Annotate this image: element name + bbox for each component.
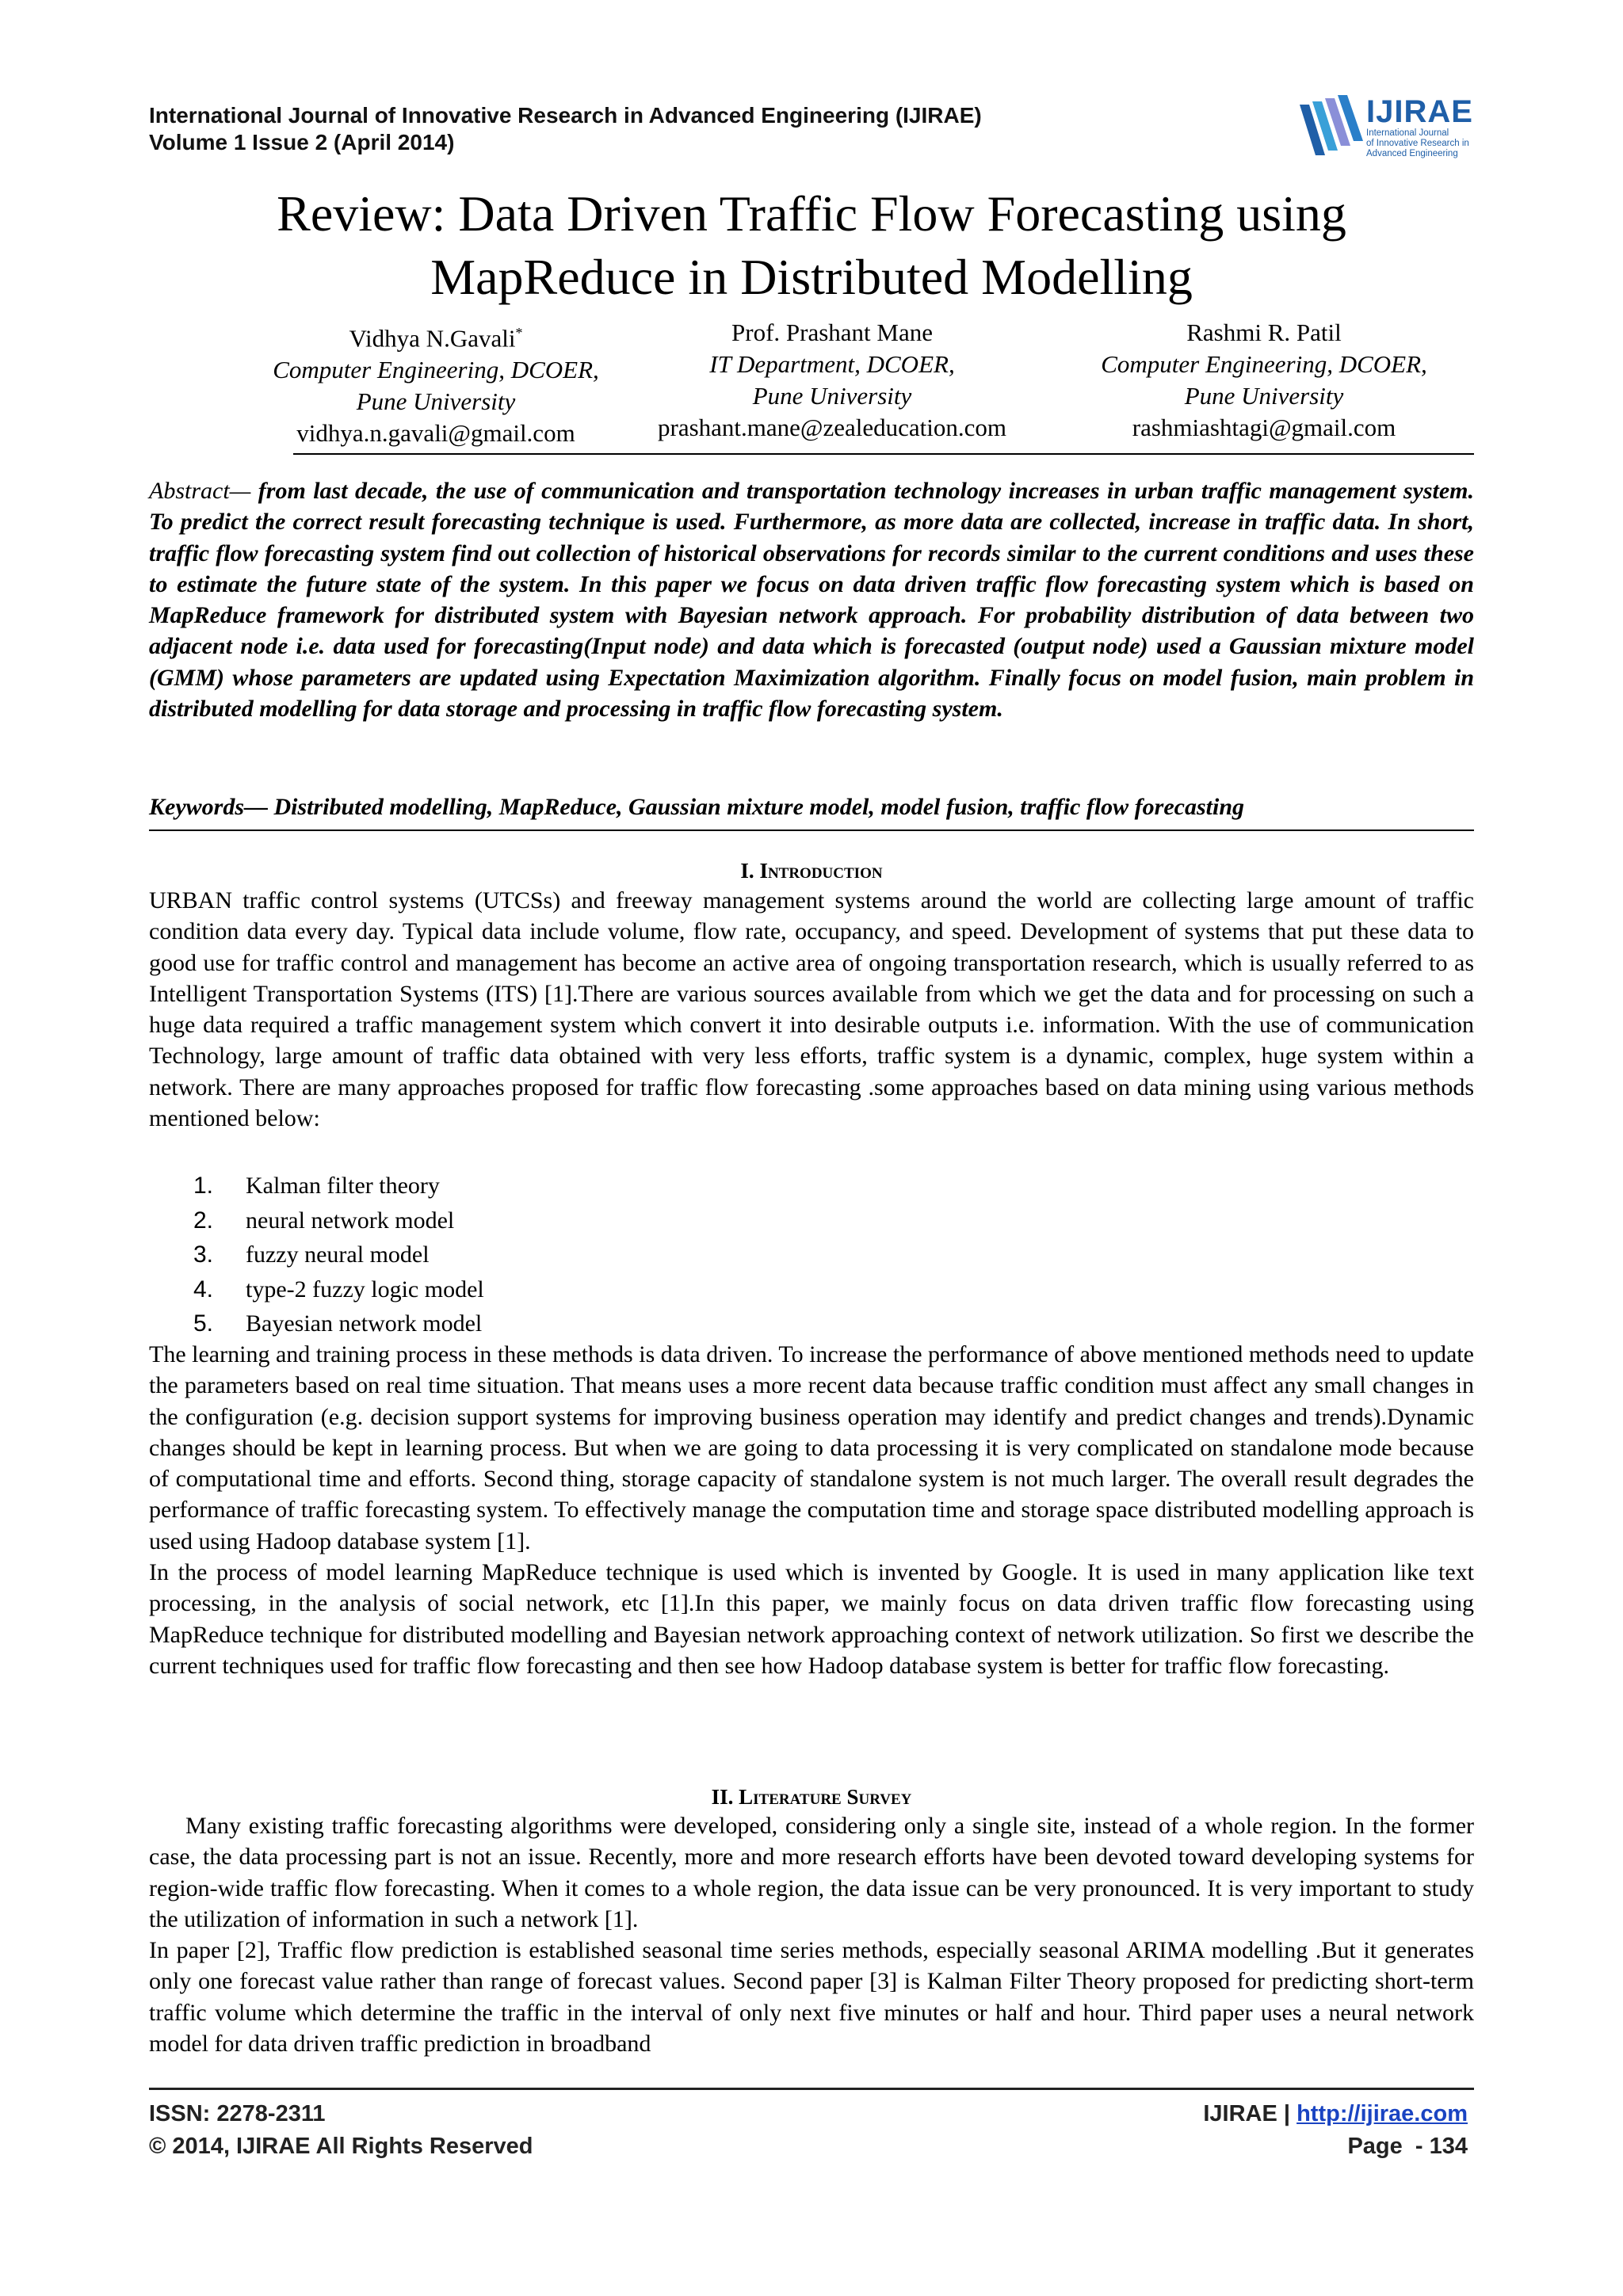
author-1-email: vidhya.n.gavali@gmail.com [296,419,575,448]
section-1-paragraph-1: URBAN traffic control systems (UTCSs) and freeway management systems around the world are collecting large amount of traffic condition data every day. Typical data include volume, flow rate, occupancy, and speed. Development of systems that put these data to good use for traffic control and management has become an active area of ongoing transportation research, which is usually referred to as Intelligent Transportation Systems (ITS) [1].There are various sources available from which we get the data and for processing on such a huge data required a traffic management system which convert it into desirable outputs i.e. information. With the use of communication Technology, large amount of traffic data obtained with very less efforts, traffic system is a dynamic, complex, huge system within a network. There are many approaches proposed for traffic flow forecasting .some approaches based on data mining using various methods mentioned below: [149,887,1474,1132]
author-3 [1066,317,1462,444]
list-item: 4. type-2 fuzzy logic model [193,1276,484,1302]
list-item: 1. Kalman filter theory [193,1173,440,1199]
author-2-name: Prof. Prashant Mane [731,318,933,346]
journal-name: International Journal of Innovative Research in Advanced Engineering (IJIRAE) [149,103,982,128]
author-3-name: Rashmi R. Patil [1186,318,1342,346]
logo-subtitle: International Journal of Innovative Research in Advanced Engineering [1366,128,1469,158]
abstract-text: from last decade, the use of communication and transportation technology increases in urban traffic management system. To predict the correct result forecasting technique is used. Furthermore, as more data are collected, increase in traffic data. In short, traffic flow forecasting system find out collection of historical observations for records similar to the current conditions and uses these to estimate the future state of the system. In this paper we focus on data driven traffic flow forecasting system which is based on MapReduce framework for distributed system with Bayesian network approach. For probability distribution of data between two adjacent node i.e. data used for forecasting(Input node) and data which is forecasted (output node) used a Gaussian mixture model (GMM) whose parameters are updated using Expectation Maximization algorithm. Finally focus on model fusion, main problem in distributed modelling for data storage and processing in traffic flow forecasting system. [149,478,1474,723]
keywords-text: Distributed modelling, MapReduce, Gaussian mixture model, model fusion, traffic flow forecasting [273,794,1245,820]
section-2-paragraph-2: In paper [2], Traffic flow prediction is established seasonal time series methods, especially seasonal ARIMA modelling .But it generates only one forecast value rather than range of forecast values. Second paper [3] is Kalman Filter Theory proposed for predicting short-term traffic volume which determine the traffic in the interval of only next five minutes or half and hour. Third paper uses a neural network model for data driven traffic prediction in broadband [149,1937,1474,2058]
journal-website-link[interactable]: http://ijirae.com [1296,2101,1468,2126]
author-1 [238,317,634,449]
keywords-divider [149,830,1474,831]
paper-title-line2: MapReduce in Distributed Modelling [430,249,1193,305]
author-1-mark: * [515,325,523,341]
paper-title-line1: Review: Data Driven Traffic Flow Forecasting using [277,185,1346,242]
author-3-affiliation: Computer Engineering, DCOER, [1101,350,1427,378]
footer-journal [1203,2098,1468,2130]
list-item: 2. neural network model [193,1207,455,1234]
list-item: 5. Bayesian network model [193,1310,483,1337]
section-1-paragraph-3: In the process of model learning MapReduce technique is used which is invented by Google. It is used in many application like text processing, in the analysis of social network, etc [1].In this paper, we mainly focus on data driven traffic flow forecasting using MapReduce technique for distributed modelling and Bayesian network approaching context of network utilization. So first we describe the current techniques used for traffic flow forecasting and then see how Hadoop database system is better for traffic flow forecasting. [149,1559,1474,1679]
author-1-affiliation: Computer Engineering, DCOER, [273,356,599,384]
author-2-affiliation: IT Department, DCOER, [709,350,955,378]
page-number: - 134 [1415,2134,1468,2159]
author-2-email: prashant.mane@zealeducation.com [658,414,1006,441]
ijirae-logo-mark-icon [1298,93,1365,162]
keywords-label: Keywords— [149,794,268,820]
footer-copyright: © 2014, IJIRAE All Rights Reserved [149,2134,533,2159]
journal-volume: Volume 1 Issue 2 (April 2014) [149,130,455,154]
author-1-name: Vidhya N.Gavali [349,324,516,353]
author-1-university: Pune University [356,387,516,416]
abstract [149,475,1474,724]
methods-list [193,1169,1303,1341]
ijirae-logo [1298,93,1480,162]
author-2 [634,317,1030,444]
footer-issn: ISSN: 2278-2311 [149,2101,326,2126]
footer-journal-name: IJIRAE | [1203,2101,1291,2126]
logo-name: IJIRAE [1366,94,1473,129]
section-2-paragraph-1: Many existing traffic forecasting algorithms were developed, considering only a single site, instead of a whole region. In the former case, the data processing part is not an issue. Recently, more and more research efforts have been devoted toward developing systems for region-wide traffic flow forecasting. When it comes to a whole region, the data issue can be very pronounced. It is very important to study the utilization of information in such a network [1]. [149,1813,1474,1932]
header-divider [293,453,1474,455]
section-2-body [149,1810,1474,2059]
author-2-university: Pune University [752,382,912,410]
author-3-university: Pune University [1184,382,1344,410]
page-label: Page [1347,2134,1403,2159]
author-3-email: rashmiashtagi@gmail.com [1132,414,1396,441]
footer-divider [149,2088,1474,2090]
list-item: 3. fuzzy neural model [193,1241,430,1268]
section-1-paragraphs-2-3 [149,1339,1474,1681]
section-1-paragraph-2: The learning and training process in these methods is data driven. To increase the performance of above mentioned methods need to update the parameters based on real time situation. That means uses a more recent data because traffic condition must affect any small changes in the configuration (e.g. decision support systems for improving business operation may identify and predict changes and trends).Dynamic changes should be kept in learning process. But when we are going to data processing it is very complicated on standalone mode because of computational time and efforts. Second thing, storage capacity of standalone system is not much larger. The overall result degrades the performance of traffic forecasting system. To effectively manage the computation time and storage space distributed modelling approach is used using Hadoop database system [1]. [149,1341,1474,1554]
section-1-heading: I. Introduction [740,859,883,883]
section-2-heading: II. Literature Survey [711,1785,912,1809]
keywords [149,791,1474,823]
footer-page [1347,2130,1468,2162]
abstract-label: Abstract— [149,478,251,504]
